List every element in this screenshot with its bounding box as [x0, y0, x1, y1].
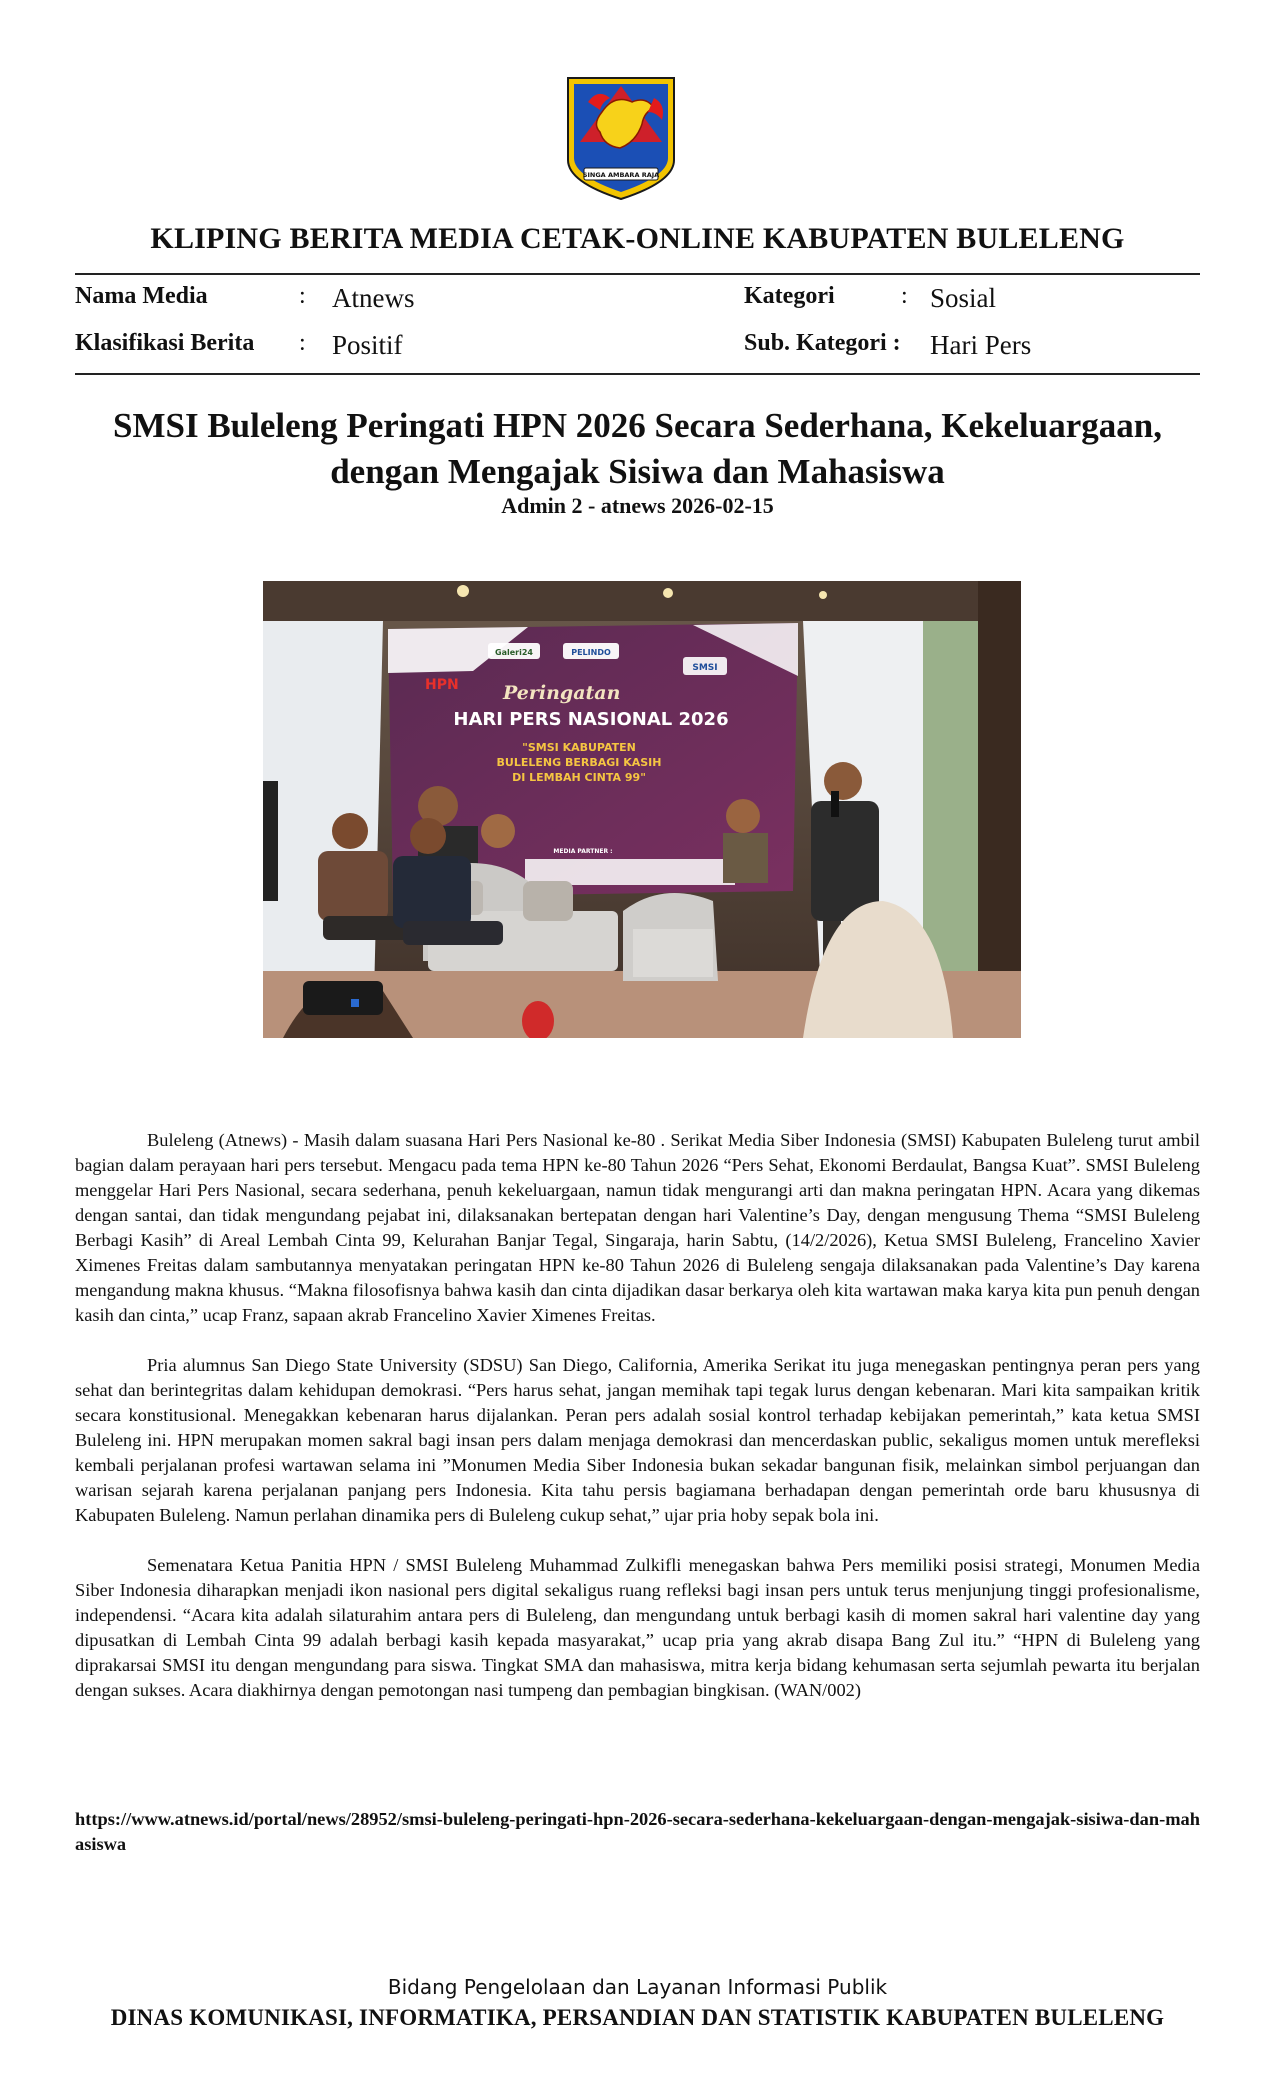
header-divider-top — [75, 273, 1200, 275]
banner-quote-line-1: "SMSI KABUPATEN — [522, 741, 636, 754]
classification-value: Positif — [332, 330, 403, 360]
banner-heading: Peringatan — [503, 682, 621, 704]
article-paragraph: Semenatara Ketua Panitia HPN / SMSI Buleleng Muhammad Zulkifli menegaskan bahwa Pers memiliki posisi strategi, Monumen Media Siber Indonesia diharapkan menjadi ikon nasional pers digital sekaligus ruang refleksi bagi insan pers untuk terus menjunjung tinggi profesionalisme, independensi. “Acara kita adalah silaturahim antara pers di Buleleng, dan mengundang untuk berbagi kasih di momen sakral hari valentine day yang dipusatkan di Lembah Cinta 99 adalah berbagi kasih kepada masyarakat,” ucap pria yang akrab disapa Bang Zul itu.” “HPN di Buleleng yang diprakarsai SMSI itu dengan mengundang para siswa. Tingkat SMA dan mahasiswa, mitra kerja bidang kehumasan serta sejumlah pewarta itu berjalan dengan sukses. Acara diakhirnya dengan pemotongan nasi tumpeng dan pembagian bingkisan. (WAN/002) — [75, 1555, 1200, 1700]
sponsor-logo-3: SMSI — [692, 663, 718, 673]
meta-separator: : — [299, 330, 306, 356]
classification-label: Klasifikasi Berita — [75, 330, 255, 356]
media-label: Nama Media — [75, 283, 208, 309]
sponsor-logo-1: Galeri24 — [495, 648, 533, 657]
meta-separator: : — [299, 283, 306, 309]
footer-agency: DINAS KOMUNIKASI, INFORMATIKA, PERSANDIAN DAN STATISTIK KABUPATEN BULELENG — [110, 2005, 1165, 2030]
banner-quote-line-3: DI LEMBAH CINTA 99" — [512, 771, 646, 784]
clipping-header-title: KLIPING BERITA MEDIA CETAK-ONLINE KABUPATEN BULELENG — [150, 222, 1125, 255]
source-url: https://www.atnews.id/portal/news/28952/smsi-buleleng-peringati-hpn-2026-secara-sederhana-kekeluargaan-dengan-mengajak-sisiwa-dan-mahasiswa — [75, 1809, 1200, 1854]
hpn-logo-icon: HPN — [425, 677, 459, 693]
article-paragraph: Pria alumnus San Diego State University (SDSU) San Diego, California, Amerika Serikat itu juga menegaskan pentingnya peran pers yang sehat dan berintegritas dalam kehidupan demokrasi. “Pers harus sehat, jangan memihak tapi tegak lurus dengan kebenaran. Mari kita sampaikan kritik secara konstitusional. Menegakkan kebenaran harus dijalankan. Peran pers adalah sosial kontrol terhadap kebijakan pemerintah,” kata ketua SMSI Buleleng ini. HPN merupakan momen sakral bagi insan pers dalam menjaga demokrasi dan mencerdaskan public, sekaligus momen untuk merefleksi kembali perjalanan profesi wartawan selama ini ”Monumen Media Siber Indonesia bukan sekadar bangunan fisik, melainkan simbol perjuangan dan warisan sejarah karena perjalanan panjang pers Indonesia. Kita tahu persis bagiamana berhadapan dengan pemerintah orde baru khususnya di Kabupaten Buleleng. Namun perlahan dinamika pers di Buleleng cukup sehat,” ujar pria hoby sepak bola ini. — [75, 1355, 1200, 1525]
subcategory-label: Sub. Kategori : — [744, 330, 901, 356]
article-byline: Admin 2 - atnews 2026-02-15 — [501, 493, 774, 518]
banner-title: HARI PERS NASIONAL 2026 — [453, 709, 729, 730]
article-paragraph: Buleleng (Atnews) - Masih dalam suasana Hari Pers Nasional ke-80 . Serikat Media Siber Indonesia (SMSI) Kabupaten Buleleng turut ambil bagian dalam perayaan hari pers tersebut. Mengacu pada tema HPN ke-80 Tahun 2026 “Pers Sehat, Ekonomi Berdaulat, Bangsa Kuat”. SMSI Buleleng menggelar Hari Pers Nasional, secara sederhana, penuh kekeluargaan, namun tidak mengurangi arti dan makna peringatan HPN. Acara yang dikemas dengan santai, dan tidak mengundang pejabat ini, dilaksanakan bertepatan dengan hari Valentine’s Day, dengan mengusung Thema “SMSI Buleleng Berbagi Kasih” di Areal Lembah Cinta 99, Kelurahan Banjar Tegal, Singaraja, harin Sabtu, (14/2/2026), Ketua SMSI Buleleng, Francelino Xavier Ximenes Freitas dalam sambutannya menyatakan peringatan HPN ke-80 Tahun 2026 di Buleleng sengaja dilaksanakan pada Valentine’s Day karena mengandung makna khusus. “Makna filosofisnya bahwa kasih dan cinta dijadikan dasar berkarya oleh kita wartawan maka karya kita pun penuh dengan kasih dan cinta,” ucap Franz, sapaan akrab Francelino Xavier Ximenes Freitas. — [75, 1130, 1200, 1325]
category-label: Kategori — [744, 283, 835, 309]
subcategory-value: Hari Pers — [930, 330, 1032, 360]
buleleng-regency-emblem-icon — [562, 72, 680, 202]
footer-division: Bidang Pengelolaan dan Layanan Informasi Publik — [387, 1975, 888, 1999]
article-body — [75, 1128, 1200, 1728]
emblem-motto: SINGA AMBARA RAJA — [582, 171, 660, 179]
meta-separator: : — [901, 283, 908, 309]
media-value: Atnews — [332, 283, 415, 313]
banner-quote-line-2: BULELENG BERBAGI KASIH — [496, 756, 662, 769]
category-value: Sosial — [930, 283, 997, 313]
article-title: SMSI Buleleng Peringati HPN 2026 Secara Sederhana, Kekeluargaan, dengan Mengajak Sisiwa dan Mahasiswa — [112, 406, 1162, 491]
sponsor-logo-2: PELINDO — [571, 648, 611, 657]
header-divider-bottom — [75, 373, 1200, 375]
article-photo — [263, 581, 1021, 1038]
banner-media-partner-label: MEDIA PARTNER : — [553, 848, 613, 855]
